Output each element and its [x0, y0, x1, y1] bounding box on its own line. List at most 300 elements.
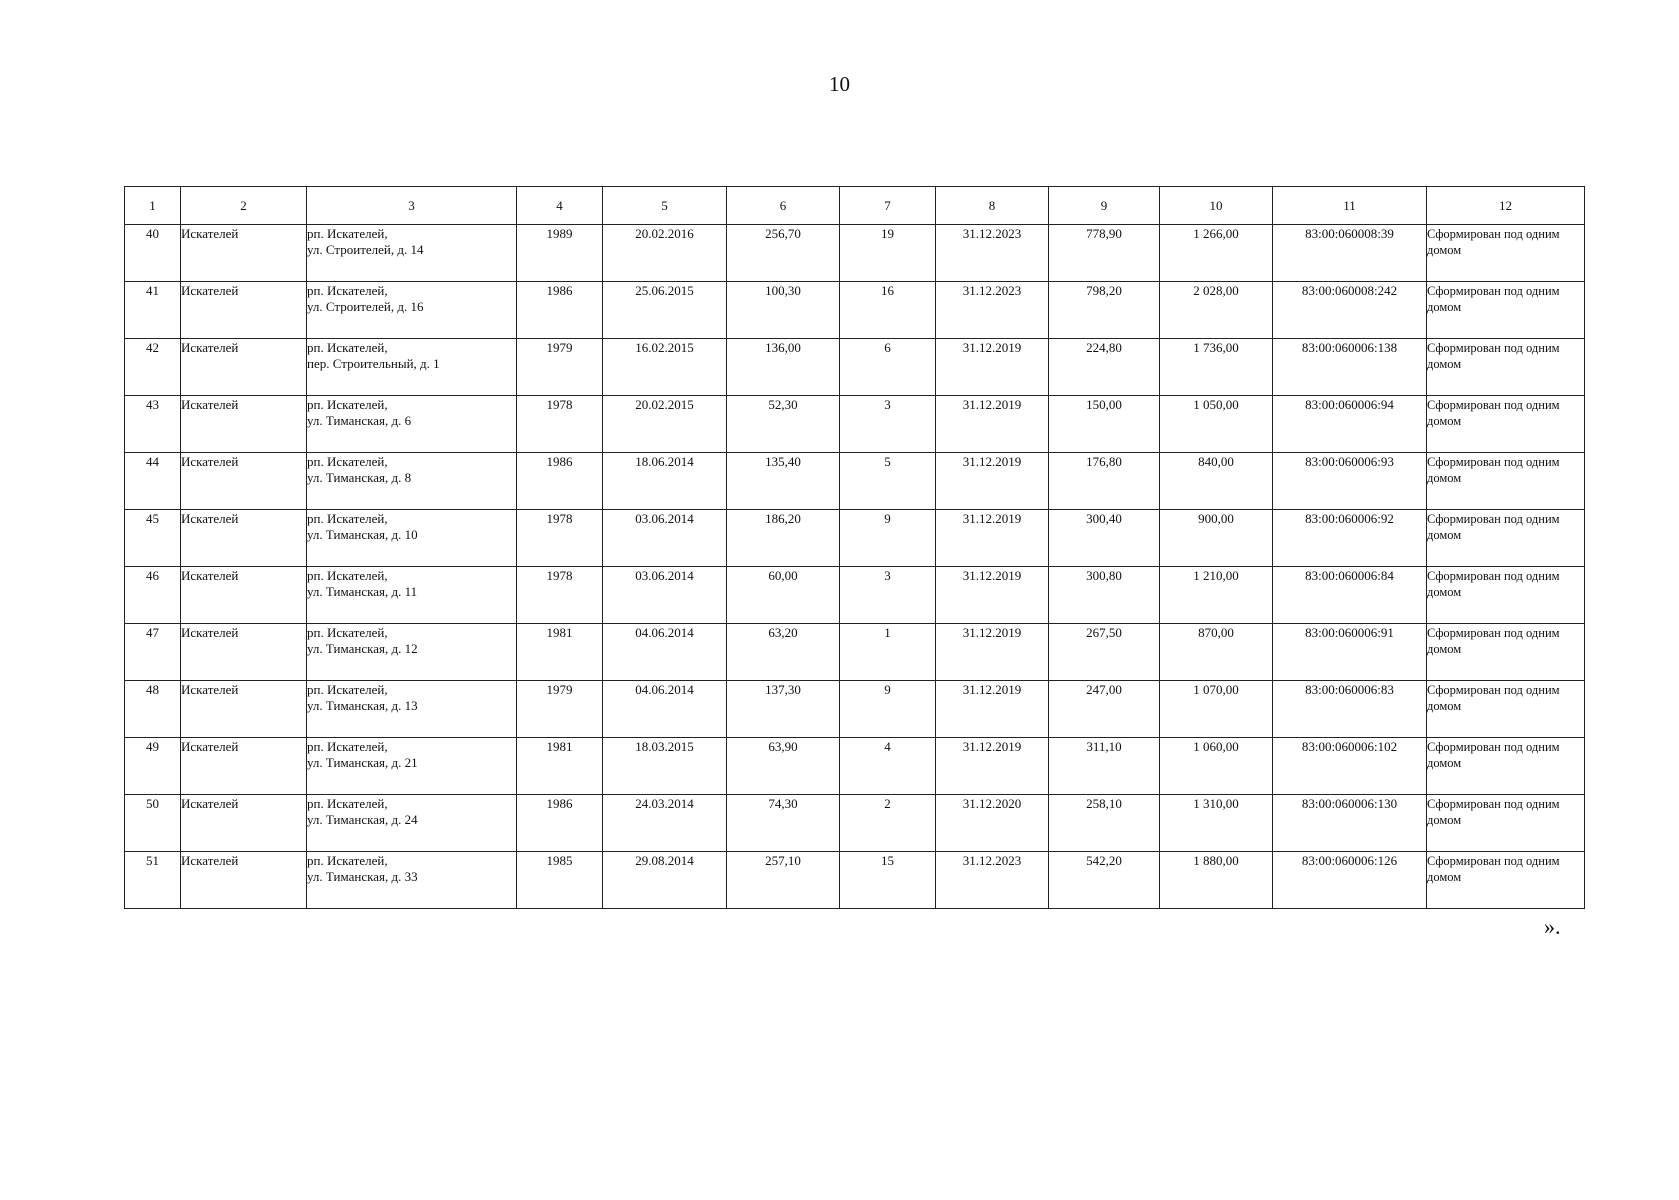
build-year-cell [517, 738, 603, 795]
settlement-name-cell [181, 225, 307, 282]
table-row [125, 624, 1585, 681]
area: 60,00 [768, 568, 798, 583]
build-year: 1979 [546, 682, 573, 697]
land-area: 150,00 [1086, 397, 1122, 412]
build-year-cell [517, 510, 603, 567]
status-note-cell [1427, 339, 1585, 396]
settlement-name: Искателей [181, 568, 239, 583]
status-note: Сформирован под одним домом [1427, 455, 1560, 485]
address-line-2: ул. Строителей, д. 16 [307, 299, 424, 314]
header-row [125, 187, 1585, 225]
settlement-name: Искателей [181, 739, 239, 754]
cadastral-number: 83:00:060006:102 [1301, 739, 1398, 754]
settlement-name: Искателей [181, 226, 239, 241]
row-number-cell [125, 681, 181, 738]
row-number: 43 [146, 397, 159, 412]
row-number: 49 [146, 739, 159, 754]
cadastral-number-cell [1273, 453, 1427, 510]
cadastral-number: 83:00:060008:242 [1301, 283, 1398, 298]
address-cell [307, 681, 517, 738]
plot-area: 900,00 [1198, 511, 1234, 526]
status-note: Сформирован под одним домом [1427, 740, 1560, 770]
settlement-name-cell [181, 567, 307, 624]
address-cell [307, 282, 517, 339]
land-area: 300,80 [1086, 568, 1122, 583]
settlement-name: Искателей [181, 682, 239, 697]
row-number: 45 [146, 511, 159, 526]
address-line-1: рп. Искателей, [307, 340, 388, 355]
address-line-2: ул. Тиманская, д. 12 [307, 641, 418, 656]
address-line-2: ул. Тиманская, д. 21 [307, 755, 418, 770]
plot-area-cell [1160, 852, 1273, 909]
land-area-cell [1049, 795, 1160, 852]
cadastral-number-cell [1273, 738, 1427, 795]
deadline-date: 31.12.2019 [962, 625, 1022, 640]
deadline-date-cell [936, 339, 1049, 396]
address-line-1: рп. Искателей, [307, 568, 388, 583]
row-number: 50 [146, 796, 159, 811]
cadastral-number: 83:00:060006:83 [1305, 682, 1394, 697]
area: 257,10 [765, 853, 801, 868]
area: 52,30 [768, 397, 798, 412]
row-number-cell [125, 510, 181, 567]
date: 29.08.2014 [635, 853, 694, 868]
area: 136,00 [765, 340, 801, 355]
date-cell [603, 282, 727, 339]
residents-count-cell [840, 795, 936, 852]
build-year: 1978 [546, 397, 573, 412]
row-number: 42 [146, 340, 159, 355]
address-cell [307, 738, 517, 795]
cadastral-number-cell [1273, 624, 1427, 681]
status-note: Сформирован под одним домом [1427, 512, 1560, 542]
table-row [125, 738, 1585, 795]
deadline-date-cell [936, 852, 1049, 909]
column-header-1: 1 [125, 187, 181, 225]
status-note-cell [1427, 681, 1585, 738]
table-row [125, 510, 1585, 567]
plot-area-cell [1160, 567, 1273, 624]
row-number-cell [125, 852, 181, 909]
deadline-date: 31.12.2019 [962, 511, 1022, 526]
row-number-cell [125, 738, 181, 795]
date-cell [603, 339, 727, 396]
address-line-1: рп. Искателей, [307, 454, 388, 469]
plot-area-cell [1160, 510, 1273, 567]
status-note: Сформирован под одним домом [1427, 227, 1560, 257]
date: 20.02.2015 [635, 397, 694, 412]
plot-area: 1 736,00 [1193, 340, 1239, 355]
land-area-cell [1049, 282, 1160, 339]
plot-area: 870,00 [1198, 625, 1234, 640]
table-header [125, 187, 1585, 225]
build-year-cell [517, 225, 603, 282]
residents-count-cell [840, 453, 936, 510]
deadline-date: 31.12.2019 [962, 454, 1022, 469]
status-note-cell [1427, 567, 1585, 624]
row-number: 41 [146, 283, 159, 298]
deadline-date: 31.12.2019 [962, 340, 1022, 355]
settlement-name-cell [181, 510, 307, 567]
land-area-cell [1049, 396, 1160, 453]
build-year-cell [517, 396, 603, 453]
date-cell [603, 567, 727, 624]
residents-count: 6 [884, 340, 891, 355]
residents-count-cell [840, 624, 936, 681]
residents-count-cell [840, 282, 936, 339]
cadastral-number-cell [1273, 510, 1427, 567]
area: 74,30 [768, 796, 798, 811]
residents-count: 3 [884, 568, 891, 583]
settlement-name: Искателей [181, 454, 239, 469]
page-number: 10 [829, 72, 850, 96]
status-note-cell [1427, 795, 1585, 852]
deadline-date: 31.12.2020 [962, 796, 1022, 811]
date: 20.02.2016 [635, 226, 694, 241]
date: 16.02.2015 [635, 340, 694, 355]
column-header-2: 2 [181, 187, 307, 225]
address-cell [307, 852, 517, 909]
build-year-cell [517, 567, 603, 624]
residents-count: 3 [884, 397, 891, 412]
plot-area: 1 310,00 [1193, 796, 1239, 811]
cadastral-number-cell [1273, 339, 1427, 396]
residents-count: 2 [884, 796, 891, 811]
area: 186,20 [765, 511, 801, 526]
deadline-date: 31.12.2019 [962, 682, 1022, 697]
date: 24.03.2014 [635, 796, 694, 811]
date-cell [603, 681, 727, 738]
date-cell [603, 852, 727, 909]
area-cell [727, 396, 840, 453]
status-note-cell [1427, 225, 1585, 282]
date: 18.06.2014 [635, 454, 694, 469]
plot-area: 840,00 [1198, 454, 1234, 469]
deadline-date-cell [936, 795, 1049, 852]
date: 18.03.2015 [635, 739, 694, 754]
deadline-date-cell [936, 225, 1049, 282]
land-area-cell [1049, 510, 1160, 567]
settlement-name-cell [181, 396, 307, 453]
row-number: 46 [146, 568, 159, 583]
address-line-1: рп. Искателей, [307, 397, 388, 412]
column-header-9: 9 [1049, 187, 1160, 225]
address-line-2: ул. Тиманская, д. 24 [307, 812, 418, 827]
land-area-cell [1049, 453, 1160, 510]
plot-area-cell [1160, 624, 1273, 681]
settlement-name-cell [181, 681, 307, 738]
land-area-cell [1049, 339, 1160, 396]
land-area-cell [1049, 567, 1160, 624]
cadastral-number: 83:00:060006:92 [1305, 511, 1394, 526]
row-number-cell [125, 624, 181, 681]
residents-count-cell [840, 339, 936, 396]
address-line-1: рп. Искателей, [307, 682, 388, 697]
residents-count-cell [840, 681, 936, 738]
deadline-date-cell [936, 510, 1049, 567]
land-area-cell [1049, 852, 1160, 909]
build-year: 1979 [546, 340, 573, 355]
table-row [125, 225, 1585, 282]
address-line-2: ул. Тиманская, д. 10 [307, 527, 418, 542]
row-number-cell [125, 795, 181, 852]
plot-area-cell [1160, 339, 1273, 396]
residents-count: 9 [884, 682, 891, 697]
column-header-4: 4 [517, 187, 603, 225]
build-year: 1985 [546, 853, 573, 868]
row-number-cell [125, 282, 181, 339]
address-line-2: пер. Строительный, д. 1 [307, 356, 440, 371]
deadline-date: 31.12.2023 [962, 853, 1022, 868]
status-note: Сформирован под одним домом [1427, 626, 1560, 656]
address-line-1: рп. Искателей, [307, 625, 388, 640]
cadastral-number-cell [1273, 225, 1427, 282]
date-cell [603, 510, 727, 567]
cadastral-number-cell [1273, 396, 1427, 453]
address-line-2: ул. Тиманская, д. 33 [307, 869, 418, 884]
row-number: 51 [146, 853, 159, 868]
settlement-name: Искателей [181, 796, 239, 811]
status-note: Сформирован под одним домом [1427, 683, 1560, 713]
plot-area: 1 210,00 [1193, 568, 1239, 583]
settlement-name-cell [181, 624, 307, 681]
deadline-date-cell [936, 738, 1049, 795]
address-cell [307, 624, 517, 681]
plot-area-cell [1160, 225, 1273, 282]
column-header-6: 6 [727, 187, 840, 225]
status-note-cell [1427, 453, 1585, 510]
status-note-cell [1427, 396, 1585, 453]
deadline-date: 31.12.2019 [962, 397, 1022, 412]
cadastral-number-cell [1273, 795, 1427, 852]
land-area-cell [1049, 681, 1160, 738]
date: 03.06.2014 [635, 568, 694, 583]
cadastral-number-cell [1273, 567, 1427, 624]
column-header-7: 7 [840, 187, 936, 225]
build-year-cell [517, 852, 603, 909]
date-cell [603, 624, 727, 681]
column-header-8: 8 [936, 187, 1049, 225]
status-note: Сформирован под одним домом [1427, 797, 1560, 827]
build-year-cell [517, 624, 603, 681]
status-note-cell [1427, 738, 1585, 795]
deadline-date: 31.12.2019 [962, 568, 1022, 583]
settlement-name-cell [181, 852, 307, 909]
area: 63,20 [768, 625, 798, 640]
area-cell [727, 225, 840, 282]
land-area-cell [1049, 738, 1160, 795]
date: 04.06.2014 [635, 625, 694, 640]
residents-count: 4 [884, 739, 891, 754]
land-area: 300,40 [1086, 511, 1122, 526]
cadastral-number: 83:00:060006:138 [1301, 340, 1398, 355]
deadline-date-cell [936, 453, 1049, 510]
settlement-name-cell [181, 453, 307, 510]
plot-area-cell [1160, 795, 1273, 852]
date: 03.06.2014 [635, 511, 694, 526]
area-cell [727, 795, 840, 852]
cadastral-number-cell [1273, 681, 1427, 738]
row-number-cell [125, 225, 181, 282]
build-year: 1978 [546, 511, 573, 526]
residents-count-cell [840, 225, 936, 282]
residents-count: 9 [884, 511, 891, 526]
build-year: 1981 [546, 625, 573, 640]
residents-count-cell [840, 510, 936, 567]
settlement-name: Искателей [181, 397, 239, 412]
date-cell [603, 225, 727, 282]
row-number-cell [125, 567, 181, 624]
area-cell [727, 282, 840, 339]
settlement-name: Искателей [181, 511, 239, 526]
plot-area: 2 028,00 [1193, 283, 1239, 298]
land-area-cell [1049, 624, 1160, 681]
residents-count: 15 [881, 853, 894, 868]
plot-area: 1 880,00 [1193, 853, 1239, 868]
area: 256,70 [765, 226, 801, 241]
date: 25.06.2015 [635, 283, 694, 298]
table-row [125, 282, 1585, 339]
land-area: 176,80 [1086, 454, 1122, 469]
registry-table [124, 186, 1585, 909]
plot-area: 1 050,00 [1193, 397, 1239, 412]
cadastral-number-cell [1273, 282, 1427, 339]
status-note-cell [1427, 624, 1585, 681]
build-year-cell [517, 453, 603, 510]
row-number: 40 [146, 226, 159, 241]
row-number-cell [125, 396, 181, 453]
address-line-1: рп. Искателей, [307, 283, 388, 298]
closing-quote-mark: ». [1544, 914, 1561, 939]
deadline-date: 31.12.2019 [962, 739, 1022, 754]
address-cell [307, 339, 517, 396]
cadastral-number-cell [1273, 852, 1427, 909]
area: 137,30 [765, 682, 801, 697]
row-number: 47 [146, 625, 159, 640]
status-note-cell [1427, 852, 1585, 909]
table-body [125, 225, 1585, 909]
settlement-name: Искателей [181, 625, 239, 640]
address-line-2: ул. Тиманская, д. 6 [307, 413, 412, 428]
build-year: 1981 [546, 739, 573, 754]
table-row [125, 852, 1585, 909]
land-area: 267,50 [1086, 625, 1122, 640]
plot-area-cell [1160, 282, 1273, 339]
plot-area-cell [1160, 738, 1273, 795]
area-cell [727, 453, 840, 510]
settlement-name-cell [181, 282, 307, 339]
cadastral-number: 83:00:060006:91 [1305, 625, 1394, 640]
build-year: 1986 [546, 796, 573, 811]
area: 63,90 [768, 739, 798, 754]
table-row [125, 567, 1585, 624]
build-year: 1978 [546, 568, 573, 583]
cadastral-number: 83:00:060006:94 [1305, 397, 1394, 412]
address-line-1: рп. Искателей, [307, 796, 388, 811]
deadline-date-cell [936, 681, 1049, 738]
cadastral-number: 83:00:060006:126 [1301, 853, 1398, 868]
build-year-cell [517, 795, 603, 852]
table-row [125, 339, 1585, 396]
address-cell [307, 225, 517, 282]
plot-area-cell [1160, 681, 1273, 738]
address-cell [307, 396, 517, 453]
row-number: 48 [146, 682, 159, 697]
land-area: 311,10 [1086, 739, 1122, 754]
build-year: 1986 [546, 283, 573, 298]
address-cell [307, 795, 517, 852]
plot-area: 1 070,00 [1193, 682, 1239, 697]
build-year-cell [517, 339, 603, 396]
deadline-date: 31.12.2023 [962, 226, 1022, 241]
address-line-1: рп. Искателей, [307, 226, 388, 241]
column-header-3: 3 [307, 187, 517, 225]
area-cell [727, 624, 840, 681]
row-number: 44 [146, 454, 159, 469]
status-note-cell [1427, 282, 1585, 339]
address-cell [307, 510, 517, 567]
land-area: 224,80 [1086, 340, 1122, 355]
address-line-2: ул. Строителей, д. 14 [307, 242, 424, 257]
address-cell [307, 453, 517, 510]
cadastral-number: 83:00:060006:93 [1305, 454, 1394, 469]
cadastral-number: 83:00:060006:84 [1305, 568, 1394, 583]
land-area: 542,20 [1086, 853, 1122, 868]
build-year-cell [517, 282, 603, 339]
land-area: 258,10 [1086, 796, 1122, 811]
address-line-2: ул. Тиманская, д. 8 [307, 470, 412, 485]
settlement-name-cell [181, 795, 307, 852]
date: 04.06.2014 [635, 682, 694, 697]
table-row [125, 681, 1585, 738]
deadline-date-cell [936, 282, 1049, 339]
residents-count: 5 [884, 454, 891, 469]
date-cell [603, 738, 727, 795]
status-note: Сформирован под одним домом [1427, 284, 1560, 314]
column-header-12: 12 [1427, 187, 1585, 225]
area-cell [727, 852, 840, 909]
deadline-date-cell [936, 396, 1049, 453]
settlement-name-cell [181, 339, 307, 396]
date-cell [603, 795, 727, 852]
address-line-1: рп. Искателей, [307, 739, 388, 754]
plot-area-cell [1160, 396, 1273, 453]
column-header-10: 10 [1160, 187, 1273, 225]
row-number-cell [125, 453, 181, 510]
residents-count-cell [840, 852, 936, 909]
address-line-1: рп. Искателей, [307, 511, 388, 526]
area-cell [727, 681, 840, 738]
land-area-cell [1049, 225, 1160, 282]
residents-count: 1 [884, 625, 891, 640]
build-year: 1989 [546, 226, 573, 241]
plot-area: 1 266,00 [1193, 226, 1239, 241]
table-row [125, 453, 1585, 510]
residents-count: 19 [881, 226, 894, 241]
residents-count-cell [840, 738, 936, 795]
settlement-name: Искателей [181, 340, 239, 355]
deadline-date: 31.12.2023 [962, 283, 1022, 298]
settlement-name: Искателей [181, 283, 239, 298]
area-cell [727, 510, 840, 567]
status-note: Сформирован под одним домом [1427, 398, 1560, 428]
deadline-date-cell [936, 567, 1049, 624]
column-header-5: 5 [603, 187, 727, 225]
residents-count-cell [840, 567, 936, 624]
area: 135,40 [765, 454, 801, 469]
settlement-name-cell [181, 738, 307, 795]
status-note-cell [1427, 510, 1585, 567]
